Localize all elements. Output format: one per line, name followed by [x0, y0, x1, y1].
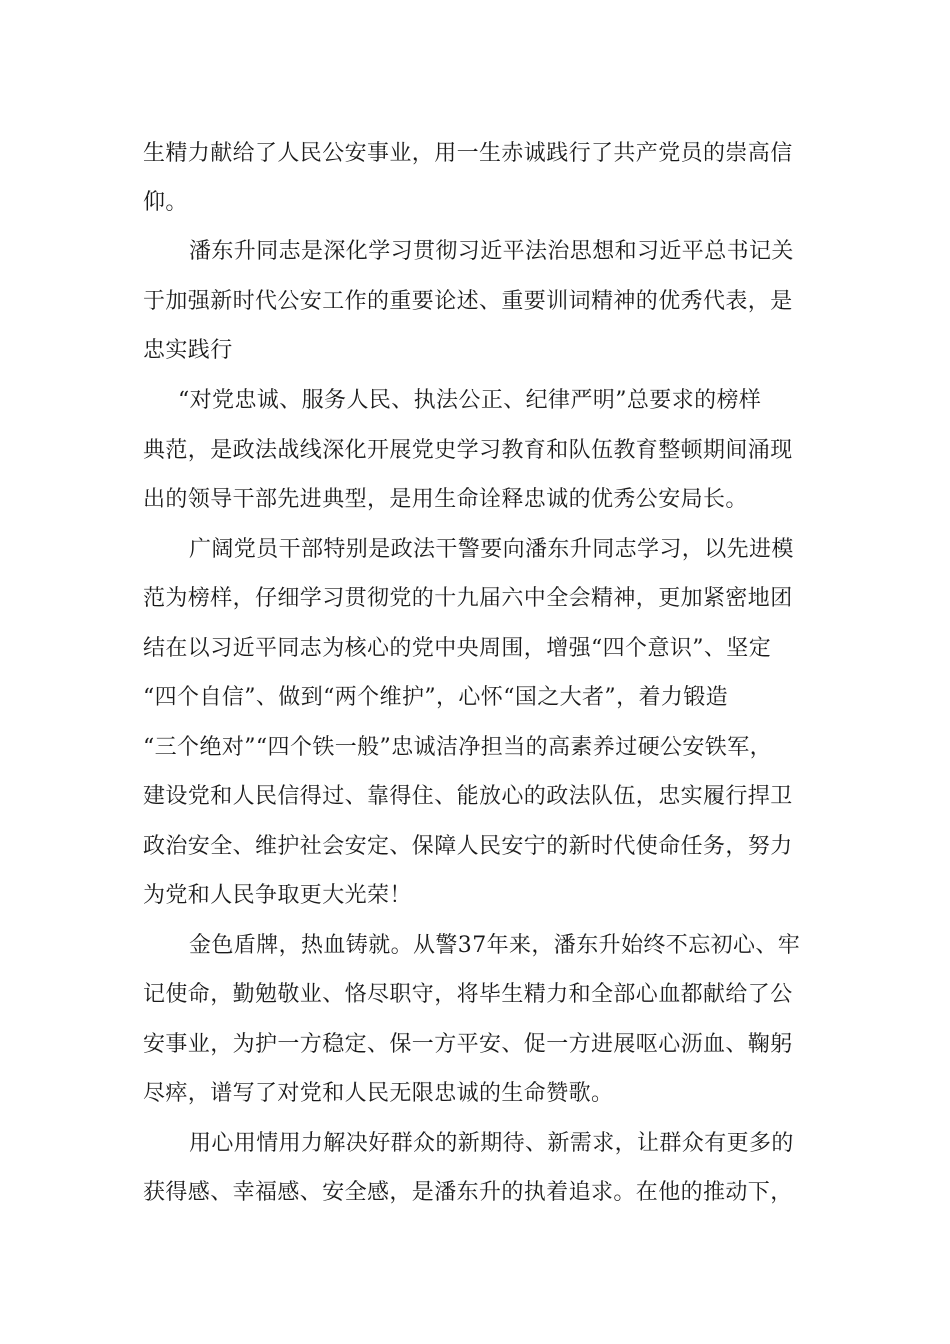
text-line: 政治安全、维护社会安定、保障人民安宁的新时代使命任务，努力 [143, 834, 793, 859]
paragraph-start-line: 用心用情用力解决好群众的新期待、新需求，让群众有更多的 [189, 1131, 794, 1156]
text-line: 于加强新时代公安工作的重要论述、重要训词精神的优秀代表，是 [143, 289, 793, 314]
text-line: “四个自信”、做到“两个维护”，心怀“国之大者”，着力锻造 [143, 685, 729, 710]
text-line: 尽瘁，谱写了对党和人民无限忠诚的生命赞歌。 [143, 1081, 614, 1106]
text-line: 获得感、幸福感、安全感，是潘东升的执着追求。在他的推动下， [143, 1180, 793, 1205]
paragraph-start-line: 广阔党员干部特别是政法干警要向潘东升同志学习，以先进模 [189, 537, 794, 562]
text-line: 范为榜样，仔细学习贯彻党的十九届六中全会精神，更加紧密地团 [143, 586, 793, 611]
text-line: 为党和人民争取更大光荣！ [143, 883, 412, 908]
text-line: 忠实践行 [143, 338, 233, 363]
text-line: 建设党和人民信得过、靠得住、能放心的政法队伍，忠实履行捍卫 [143, 784, 793, 809]
text-line: 结在以习近平同志为核心的党中央周围，增强“四个意识”、坚定 [143, 636, 772, 661]
text-line: 出的领导干部先进典型，是用生命诠释忠诚的优秀公安局长。 [143, 487, 748, 512]
text-line: “三个绝对”“四个铁一般”忠诚洁净担当的高素养过硬公安铁军， [143, 735, 772, 760]
paragraph-start-line: 金色盾牌，热血铸就。从警37年来，潘东升始终不忘初心、牢 [189, 933, 801, 958]
text-line: 仰。 [143, 190, 188, 215]
paragraph-start-line: 潘东升同志是深化学习贯彻习近平法治思想和习近平总书记关 [189, 239, 794, 264]
text-line: 生精力献给了人民公安事业，用一生赤诚践行了共产党员的崇高信 [143, 141, 793, 166]
text-line: 安事业，为护一方稳定、保一方平安、促一方进展呕心沥血、鞠躬 [143, 1032, 793, 1057]
paragraph-start-line: “对党忠诚、服务人民、执法公正、纪律严明”总要求的榜样 [178, 388, 762, 413]
text-line: 记使命，勤勉敬业、恪尽职守，将毕生精力和全部心血都献给了公 [143, 982, 793, 1007]
text-line: 典范，是政法战线深化开展党史学习教育和队伍教育整顿期间涌现 [143, 438, 793, 463]
